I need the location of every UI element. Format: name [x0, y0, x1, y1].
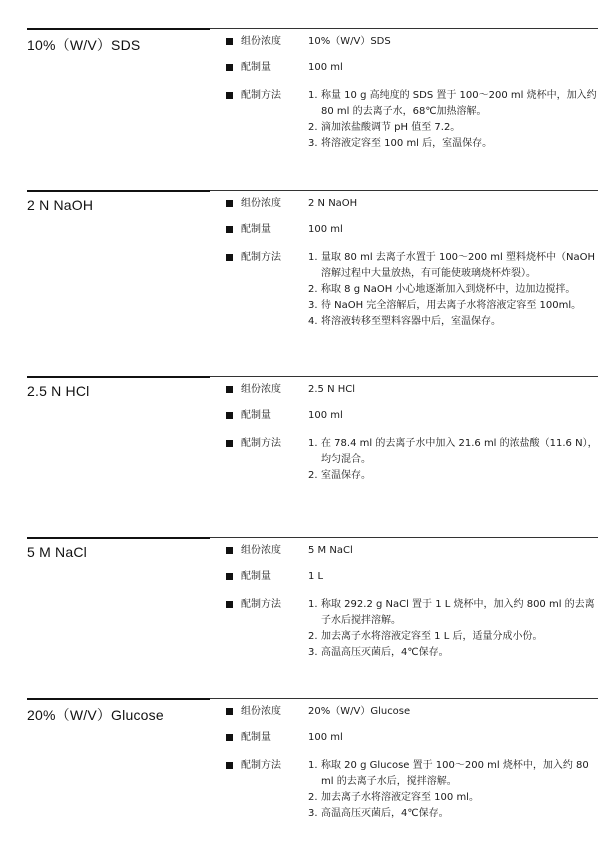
step-number: 2. [308, 631, 318, 642]
reagent-title: 2 N NaOH [27, 197, 94, 213]
field-label: 组份浓度 [241, 706, 281, 717]
preparation-steps [308, 436, 598, 484]
field-label: 配制量 [241, 410, 271, 421]
step-text: 加去离子水将溶液定容至 100 ml。 [321, 792, 479, 803]
preparation-step [308, 282, 598, 298]
field-label: 配制方法 [241, 760, 281, 771]
reagent-title: 10%（W/V）SDS [27, 37, 141, 53]
step-number: 1. [308, 760, 318, 771]
preparation-step [308, 806, 598, 822]
reagent-title: 20%（W/V）Glucose [27, 707, 164, 723]
field-label: 配制方法 [241, 252, 281, 263]
field-label: 组份浓度 [241, 545, 281, 556]
section-rule-thin [210, 537, 598, 538]
step-number: 1. [308, 438, 318, 449]
preparation-step [308, 597, 598, 629]
field-label: 组份浓度 [241, 198, 281, 209]
step-text: 室温保存。 [321, 470, 371, 481]
preparation-step [308, 629, 598, 645]
square-bullet-icon [226, 601, 233, 608]
step-number: 4. [308, 316, 318, 327]
square-bullet-icon [226, 64, 233, 71]
step-text: 加去离子水将溶液定容至 1 L 后，适量分成小份。 [321, 631, 543, 642]
reagent-title: 2.5 N HCl [27, 383, 90, 399]
preparation-step [308, 250, 598, 282]
square-bullet-icon [226, 440, 233, 447]
section-rule-thin [210, 376, 598, 377]
volume-value: 100 ml [308, 410, 343, 421]
step-number: 2. [308, 122, 318, 133]
step-number: 3. [308, 647, 318, 658]
concentration-value: 2 N NaOH [308, 198, 358, 209]
step-text: 滴加浓盐酸调节 pH 值至 7.2。 [321, 122, 461, 133]
section-rule-thin [210, 28, 598, 29]
step-text: 称取 292.2 g NaCl 置于 1 L 烧杯中，加入约 800 ml 的去离子水后搅拌溶解。 [321, 599, 595, 626]
square-bullet-icon [226, 226, 233, 233]
square-bullet-icon [226, 92, 233, 99]
preparation-step [308, 436, 598, 468]
preparation-step [308, 468, 598, 484]
step-number: 2. [308, 792, 318, 803]
concentration-value: 20%（W/V）Glucose [308, 706, 411, 717]
square-bullet-icon [226, 200, 233, 207]
step-number: 3. [308, 138, 318, 149]
section-rule-thick [27, 537, 210, 539]
section-rule-thick [27, 698, 210, 700]
step-text: 高温高压灭菌后，4℃保存。 [321, 808, 449, 819]
step-number: 3. [308, 808, 318, 819]
square-bullet-icon [226, 573, 233, 580]
step-number: 1. [308, 90, 318, 101]
square-bullet-icon [226, 412, 233, 419]
preparation-steps [308, 758, 598, 822]
field-label: 配制量 [241, 62, 271, 73]
preparation-step [308, 758, 598, 790]
section-rule-thick [27, 376, 210, 378]
step-number: 1. [308, 599, 318, 610]
field-label: 配制方法 [241, 438, 281, 449]
square-bullet-icon [226, 386, 233, 393]
step-number: 2. [308, 284, 318, 295]
square-bullet-icon [226, 38, 233, 45]
field-label: 配制方法 [241, 599, 281, 610]
concentration-value: 5 M NaCl [308, 545, 353, 556]
step-number: 1. [308, 252, 318, 263]
step-number: 2. [308, 470, 318, 481]
preparation-step [308, 88, 598, 120]
step-text: 高温高压灭菌后，4℃保存。 [321, 647, 449, 658]
preparation-step [308, 314, 598, 330]
volume-value: 100 ml [308, 732, 343, 743]
preparation-step [308, 298, 598, 314]
field-label: 配制量 [241, 571, 271, 582]
field-label: 配制量 [241, 732, 271, 743]
reagent-title: 5 M NaCl [27, 544, 87, 560]
section-rule-thin [210, 190, 598, 191]
step-text: 待 NaOH 完全溶解后，用去离子水将溶液定容至 100ml。 [321, 300, 582, 311]
step-text: 称取 20 g Glucose 置于 100～200 ml 烧杯中，加入约 80 ml 的去离子水后，搅拌溶解。 [321, 760, 589, 787]
preparation-step [308, 645, 598, 661]
volume-value: 100 ml [308, 224, 343, 235]
preparation-steps [308, 250, 598, 330]
field-label: 组份浓度 [241, 384, 281, 395]
preparation-step [308, 136, 598, 152]
step-text: 在 78.4 ml 的去离子水中加入 21.6 ml 的浓盐酸（11.6 N），均匀混合。 [321, 438, 598, 465]
step-text: 称取 8 g NaOH 小心地逐渐加入到烧杯中，边加边搅拌。 [321, 284, 576, 295]
square-bullet-icon [226, 762, 233, 769]
preparation-steps [308, 88, 598, 152]
section-rule-thick [27, 28, 210, 30]
volume-value: 1 L [308, 571, 324, 582]
step-text: 将溶液定容至 100 ml 后，室温保存。 [321, 138, 493, 149]
preparation-step [308, 120, 598, 136]
section-rule-thin [210, 698, 598, 699]
field-label: 配制量 [241, 224, 271, 235]
section-rule-thick [27, 190, 210, 192]
step-text: 称量 10 g 高纯度的 SDS 置于 100～200 ml 烧杯中，加入约 80 ml 的去离子水，68℃加热溶解。 [321, 90, 597, 117]
step-number: 3. [308, 300, 318, 311]
step-text: 量取 80 ml 去离子水置于 100～200 ml 塑料烧杯中（NaOH 溶解过程中大量放热，有可能使玻璃烧杯炸裂）。 [321, 252, 596, 279]
field-label: 配制方法 [241, 90, 281, 101]
preparation-step [308, 790, 598, 806]
preparation-steps [308, 597, 598, 661]
volume-value: 100 ml [308, 62, 343, 73]
field-label: 组份浓度 [241, 36, 281, 47]
square-bullet-icon [226, 547, 233, 554]
step-text: 将溶液转移至塑料容器中后，室温保存。 [321, 316, 501, 327]
square-bullet-icon [226, 708, 233, 715]
square-bullet-icon [226, 734, 233, 741]
concentration-value: 2.5 N HCl [308, 384, 356, 395]
square-bullet-icon [226, 254, 233, 261]
concentration-value: 10%（W/V）SDS [308, 36, 391, 47]
